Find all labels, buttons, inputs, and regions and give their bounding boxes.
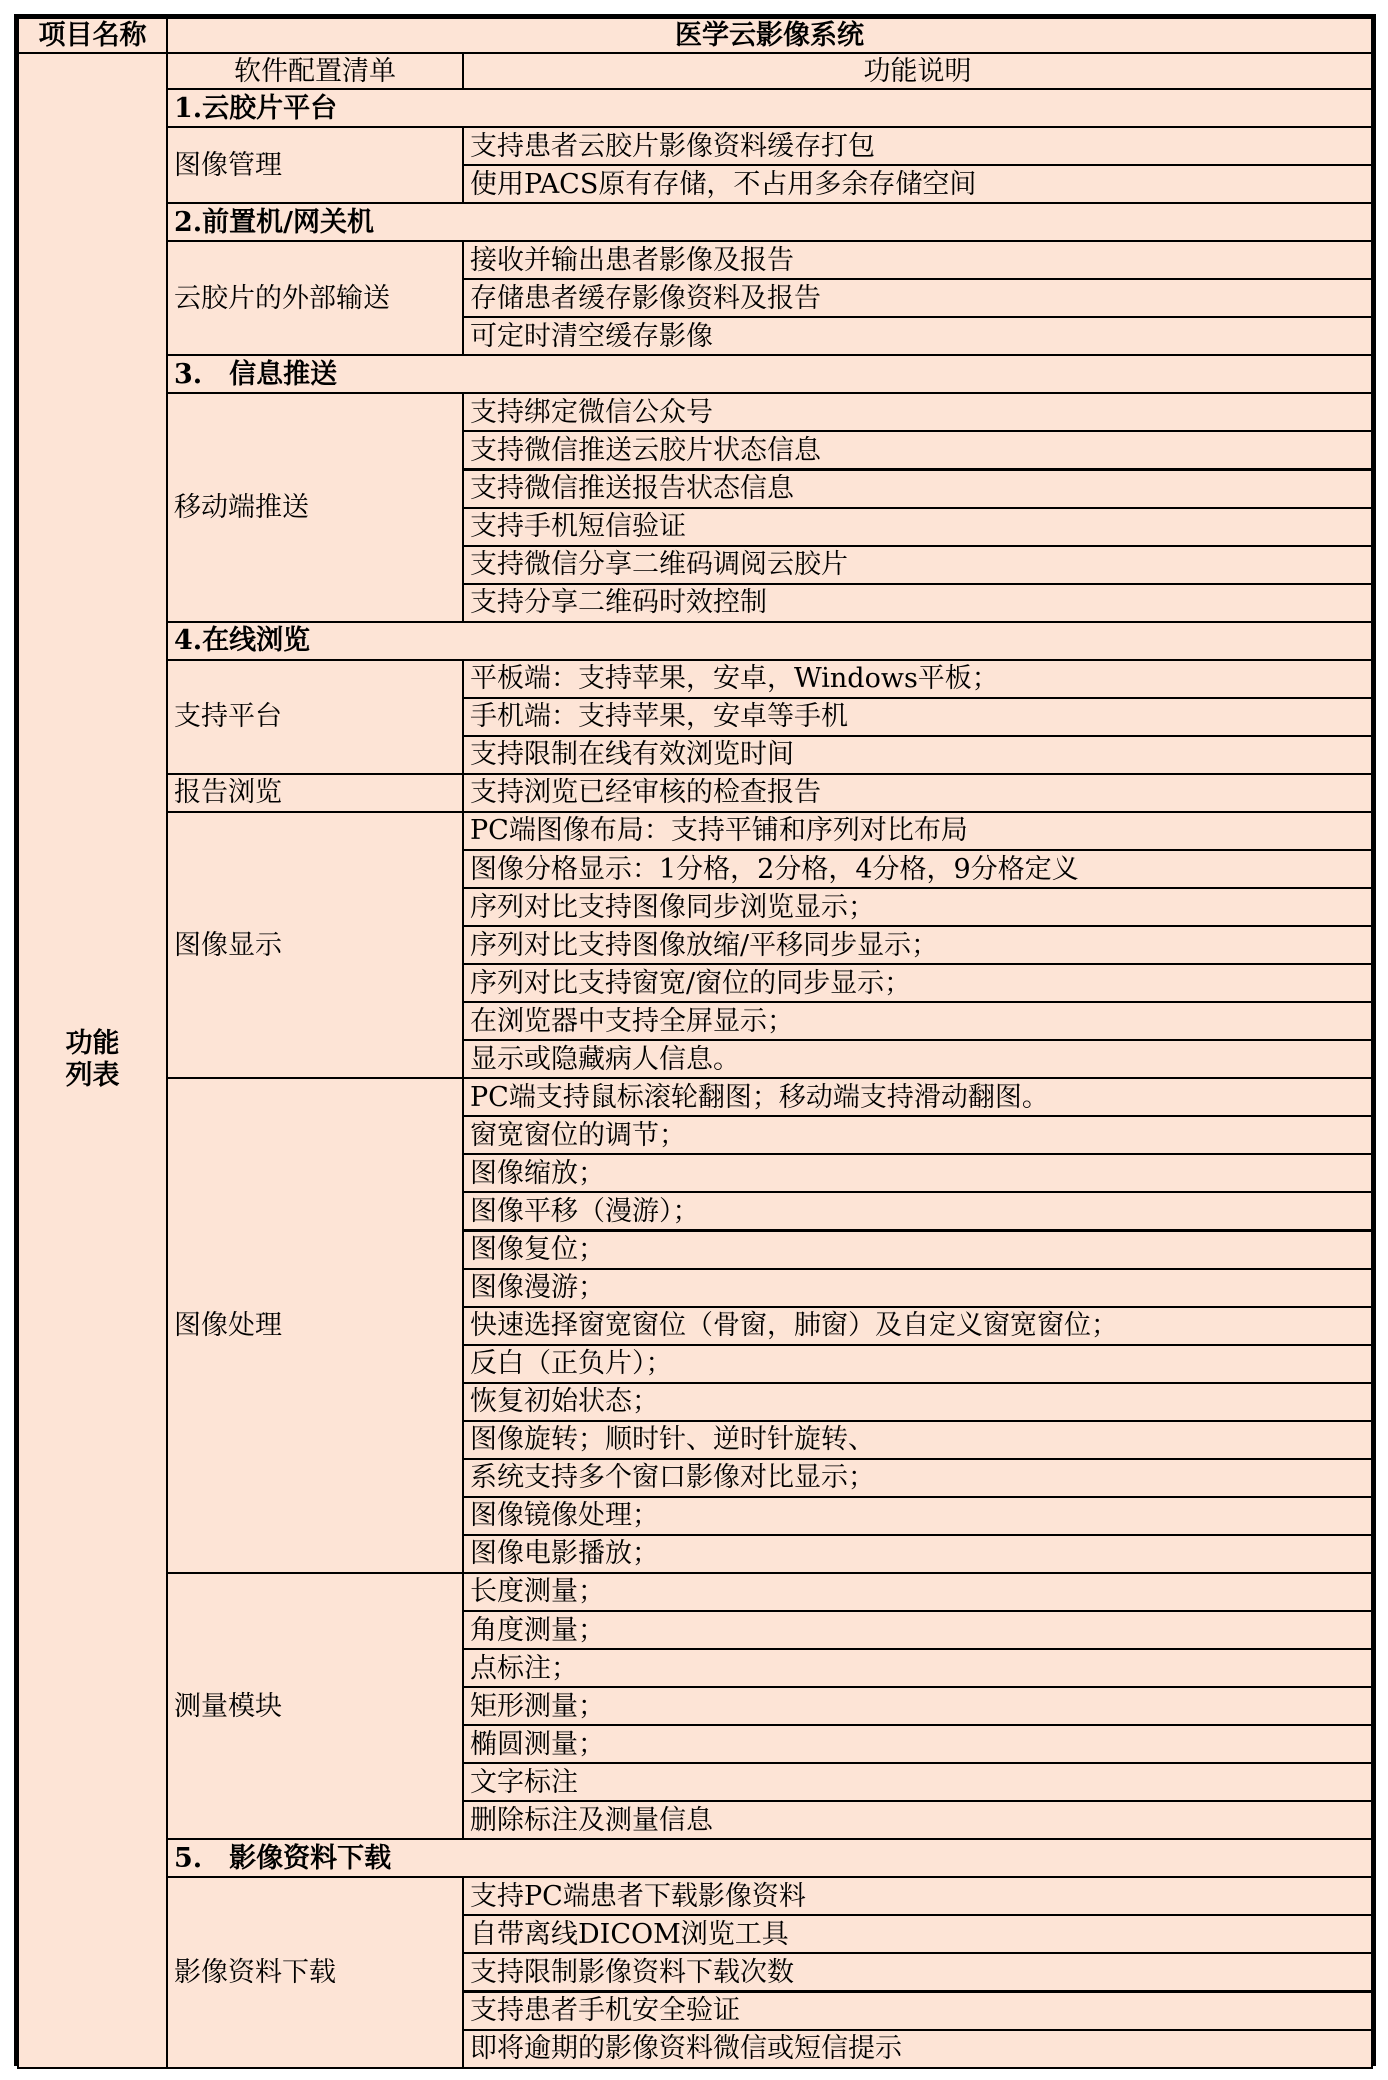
config-group-cell: 移动端推送: [166, 392, 464, 622]
description-cell: 支持患者手机安全验证: [462, 1991, 1373, 2031]
description-cell: 支持手机短信验证: [462, 507, 1373, 547]
description-cell: 恢复初始状态；: [462, 1382, 1373, 1422]
description-cell: 图像复位；: [462, 1230, 1373, 1270]
description-cell: 支持患者云胶片影像资料缓存打包: [462, 126, 1373, 166]
description-cell: 反白（正负片）；: [462, 1344, 1373, 1384]
function-list-label: [17, 52, 168, 2069]
description-cell: 图像平移（漫游）；: [462, 1191, 1373, 1231]
description-cell: 角度测量；: [462, 1610, 1373, 1650]
description-cell: 支持微信推送云胶片状态信息: [462, 430, 1373, 470]
description-cell: 文字标注: [462, 1762, 1373, 1802]
function-list-label-line: 功能: [65, 1027, 120, 1059]
config-group-cell: 测量模块: [166, 1572, 464, 1840]
description-cell: 序列对比支持图像放缩/平移同步显示；: [462, 925, 1373, 965]
section-row: 5. 影像资料下载: [166, 1838, 1373, 1878]
description-cell: 图像旋转；顺时针、逆时针旋转、: [462, 1420, 1373, 1460]
spreadsheet-table: [14, 14, 1376, 2066]
description-cell: PC端图像布局：支持平铺和序列对比布局: [462, 811, 1373, 851]
description-cell: 图像漫游；: [462, 1268, 1373, 1308]
description-cell: 手机端：支持苹果，安卓等手机: [462, 697, 1373, 737]
column-header-config: 软件配置清单: [166, 52, 464, 90]
description-cell: 系统支持多个窗口影像对比显示；: [462, 1458, 1373, 1498]
section-row: 2.前置机/网关机: [166, 202, 1373, 242]
description-cell: 支持绑定微信公众号: [462, 392, 1373, 432]
description-cell: 长度测量；: [462, 1572, 1373, 1612]
description-cell: 可定时清空缓存影像: [462, 316, 1373, 356]
config-group-cell: 影像资料下载: [166, 1876, 464, 2068]
description-cell: 图像镜像处理；: [462, 1496, 1373, 1536]
description-cell: 支持微信分享二维码调阅云胶片: [462, 545, 1373, 585]
config-group-cell: 支持平台: [166, 659, 464, 775]
config-group-cell: 图像显示: [166, 811, 464, 1079]
description-cell: 接收并输出患者影像及报告: [462, 240, 1373, 280]
description-cell: 序列对比支持窗宽/窗位的同步显示；: [462, 963, 1373, 1003]
description-cell: 图像电影播放；: [462, 1534, 1373, 1574]
description-cell: 椭圆测量；: [462, 1724, 1373, 1764]
description-cell: 图像分格显示：1分格，2分格，4分格，9分格定义: [462, 849, 1373, 889]
description-cell: 支持限制影像资料下载次数: [462, 1952, 1373, 1992]
description-cell: 窗宽窗位的调节；: [462, 1115, 1373, 1155]
description-cell: PC端支持鼠标滚轮翻图；移动端支持滑动翻图。: [462, 1077, 1373, 1117]
section-row: 1.云胶片平台: [166, 88, 1373, 128]
description-cell: 使用PACS原有存储，不占用多余存储空间: [462, 164, 1373, 204]
description-cell: 支持微信推送报告状态信息: [462, 469, 1373, 509]
description-cell: 存储患者缓存影像资料及报告: [462, 278, 1373, 318]
column-header-description: 功能说明: [462, 52, 1373, 90]
description-cell: 图像缩放；: [462, 1153, 1373, 1193]
description-cell: 支持浏览已经审核的检查报告: [462, 773, 1373, 813]
description-cell: 序列对比支持图像同步浏览显示；: [462, 887, 1373, 927]
description-cell: 平板端：支持苹果，安卓，Windows平板；: [462, 659, 1373, 699]
description-cell: 点标注；: [462, 1648, 1373, 1688]
project-name-label: 项目名称: [17, 17, 168, 54]
description-cell: 支持分享二维码时效控制: [462, 583, 1373, 623]
section-row: 3. 信息推送: [166, 354, 1373, 394]
section-row: 4.在线浏览: [166, 621, 1373, 661]
description-cell: 快速选择窗宽窗位（骨窗，肺窗）及自定义窗宽窗位；: [462, 1306, 1373, 1346]
description-cell: 在浏览器中支持全屏显示；: [462, 1001, 1373, 1041]
description-cell: 支持PC端患者下载影像资料: [462, 1876, 1373, 1916]
config-group-cell: 报告浏览: [166, 773, 464, 813]
description-cell: 显示或隐藏病人信息。: [462, 1039, 1373, 1079]
config-group-cell: 云胶片的外部输送: [166, 240, 464, 356]
description-cell: 矩形测量；: [462, 1686, 1373, 1726]
function-list-label-line: 列表: [65, 1060, 120, 1092]
description-cell: 即将逾期的影像资料微信或短信提示: [462, 2029, 1373, 2069]
description-cell: 删除标注及测量信息: [462, 1800, 1373, 1840]
config-group-cell: 图像处理: [166, 1077, 464, 1574]
description-cell: 自带离线DICOM浏览工具: [462, 1914, 1373, 1954]
config-group-cell: 图像管理: [166, 126, 464, 204]
description-cell: 支持限制在线有效浏览时间: [462, 735, 1373, 775]
project-name-value: 医学云影像系统: [166, 17, 1373, 54]
